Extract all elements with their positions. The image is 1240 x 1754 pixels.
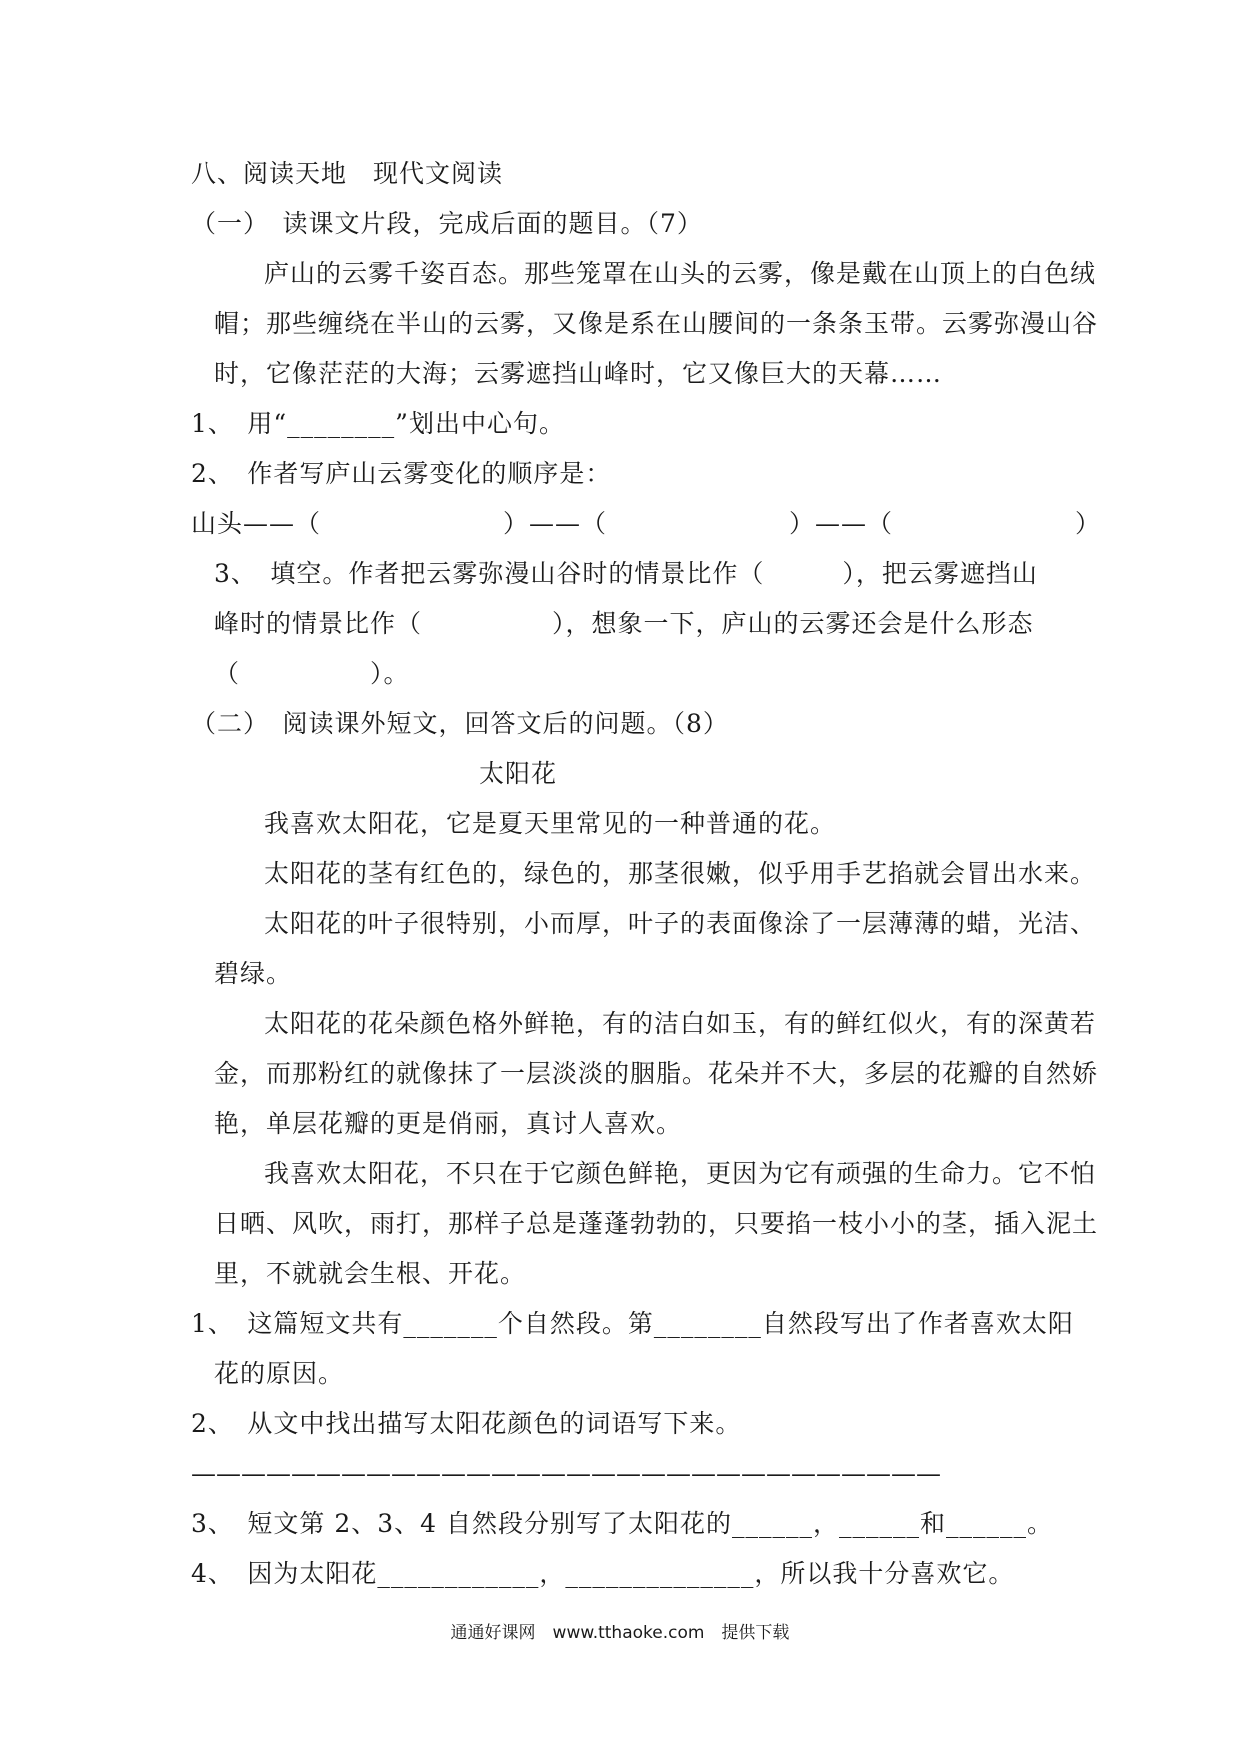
part1-question-3-line-3: （ ）。 xyxy=(214,659,410,688)
part2-question-1-line-1: 1、 这篇短文共有_______个自然段。第________自然段写出了作者喜欢太阳 xyxy=(191,1309,1074,1338)
part2-passage-line-4: 碧绿。 xyxy=(214,959,293,988)
part2-question-4: 4、 因为太阳花____________，______________，所以我十分喜欢它。 xyxy=(191,1559,1015,1588)
part1-question-1: 1、 用“________”划出中心句。 xyxy=(191,409,565,438)
page-footer: 通通好课网 www.tthaoke.com 提供下载 xyxy=(450,1623,790,1643)
part1-passage-line-2: 帽；那些缠绕在半山的云雾，又像是系在山腰间的一条条玉带。云雾弥漫山谷 xyxy=(214,309,1099,338)
part2-passage-line-6: 金，而那粉红的就像抹了一层淡淡的胭脂。花朵并不大，多层的花瓣的自然娇 xyxy=(214,1059,1099,1088)
part2-passage-line-5: 太阳花的花朵颜色格外鲜艳，有的洁白如玉，有的鲜红似火，有的深黄若 xyxy=(264,1009,1097,1038)
part2-article-title: 太阳花 xyxy=(479,759,558,788)
part1-passage-line-3: 时，它像茫茫的大海；云雾遮挡山峰时，它又像巨大的天幕…… xyxy=(214,359,943,388)
part2-passage-line-7: 艳，单层花瓣的更是俏丽，真讨人喜欢。 xyxy=(214,1109,683,1138)
part2-heading: （二） 阅读课外短文，回答文后的问题。（8） xyxy=(191,709,729,738)
part2-passage-line-10: 里，不就就会生根、开花。 xyxy=(214,1259,527,1288)
part1-passage-line-1: 庐山的云雾千姿百态。那些笼罩在山头的云雾，像是戴在山顶上的白色绒 xyxy=(264,259,1097,288)
part2-passage-line-8: 我喜欢太阳花，不只在于它颜色鲜艳，更因为它有顽强的生命力。它不怕 xyxy=(264,1159,1097,1188)
part2-question-2-answer-line: —————————————————————————————— xyxy=(191,1459,941,1488)
part2-question-2: 2、 从文中找出描写太阳花颜色的词语写下来。 xyxy=(191,1409,742,1438)
part1-question-3-line-2: 峰时的情景比作（ ），想象一下，庐山的云雾还会是什么形态 xyxy=(214,609,1034,638)
part1-question-3-line-1: 3、 填空。作者把云雾弥漫山谷时的情景比作（ ），把云雾遮挡山 xyxy=(214,559,1038,588)
part1-question-2-answer-line: 山头——（ ）——（ ）——（ ） xyxy=(191,509,1102,538)
section-heading: 八、阅读天地 现代文阅读 xyxy=(191,159,504,188)
part2-passage-line-9: 日晒、风吹，雨打，那样子总是蓬蓬勃勃的，只要掐一枝小小的茎，插入泥土 xyxy=(214,1209,1099,1238)
part2-question-3: 3、 短文第 2、3、4 自然段分别写了太阳花的______，______和______。 xyxy=(191,1509,1054,1538)
part2-passage-line-3: 太阳花的叶子很特别，小而厚，叶子的表面像涂了一层薄薄的蜡，光洁、 xyxy=(264,909,1097,938)
part1-question-2: 2、 作者写庐山云雾变化的顺序是： xyxy=(191,459,612,488)
part2-passage-line-1: 我喜欢太阳花，它是夏天里常见的一种普通的花。 xyxy=(264,809,837,838)
part2-passage-line-2: 太阳花的茎有红色的，绿色的，那茎很嫩，似乎用手艺掐就会冒出水来。 xyxy=(264,859,1097,888)
part1-heading: （一） 读课文片段，完成后面的题目。（7） xyxy=(191,209,703,238)
part2-question-1-line-2: 花的原因。 xyxy=(214,1359,345,1388)
